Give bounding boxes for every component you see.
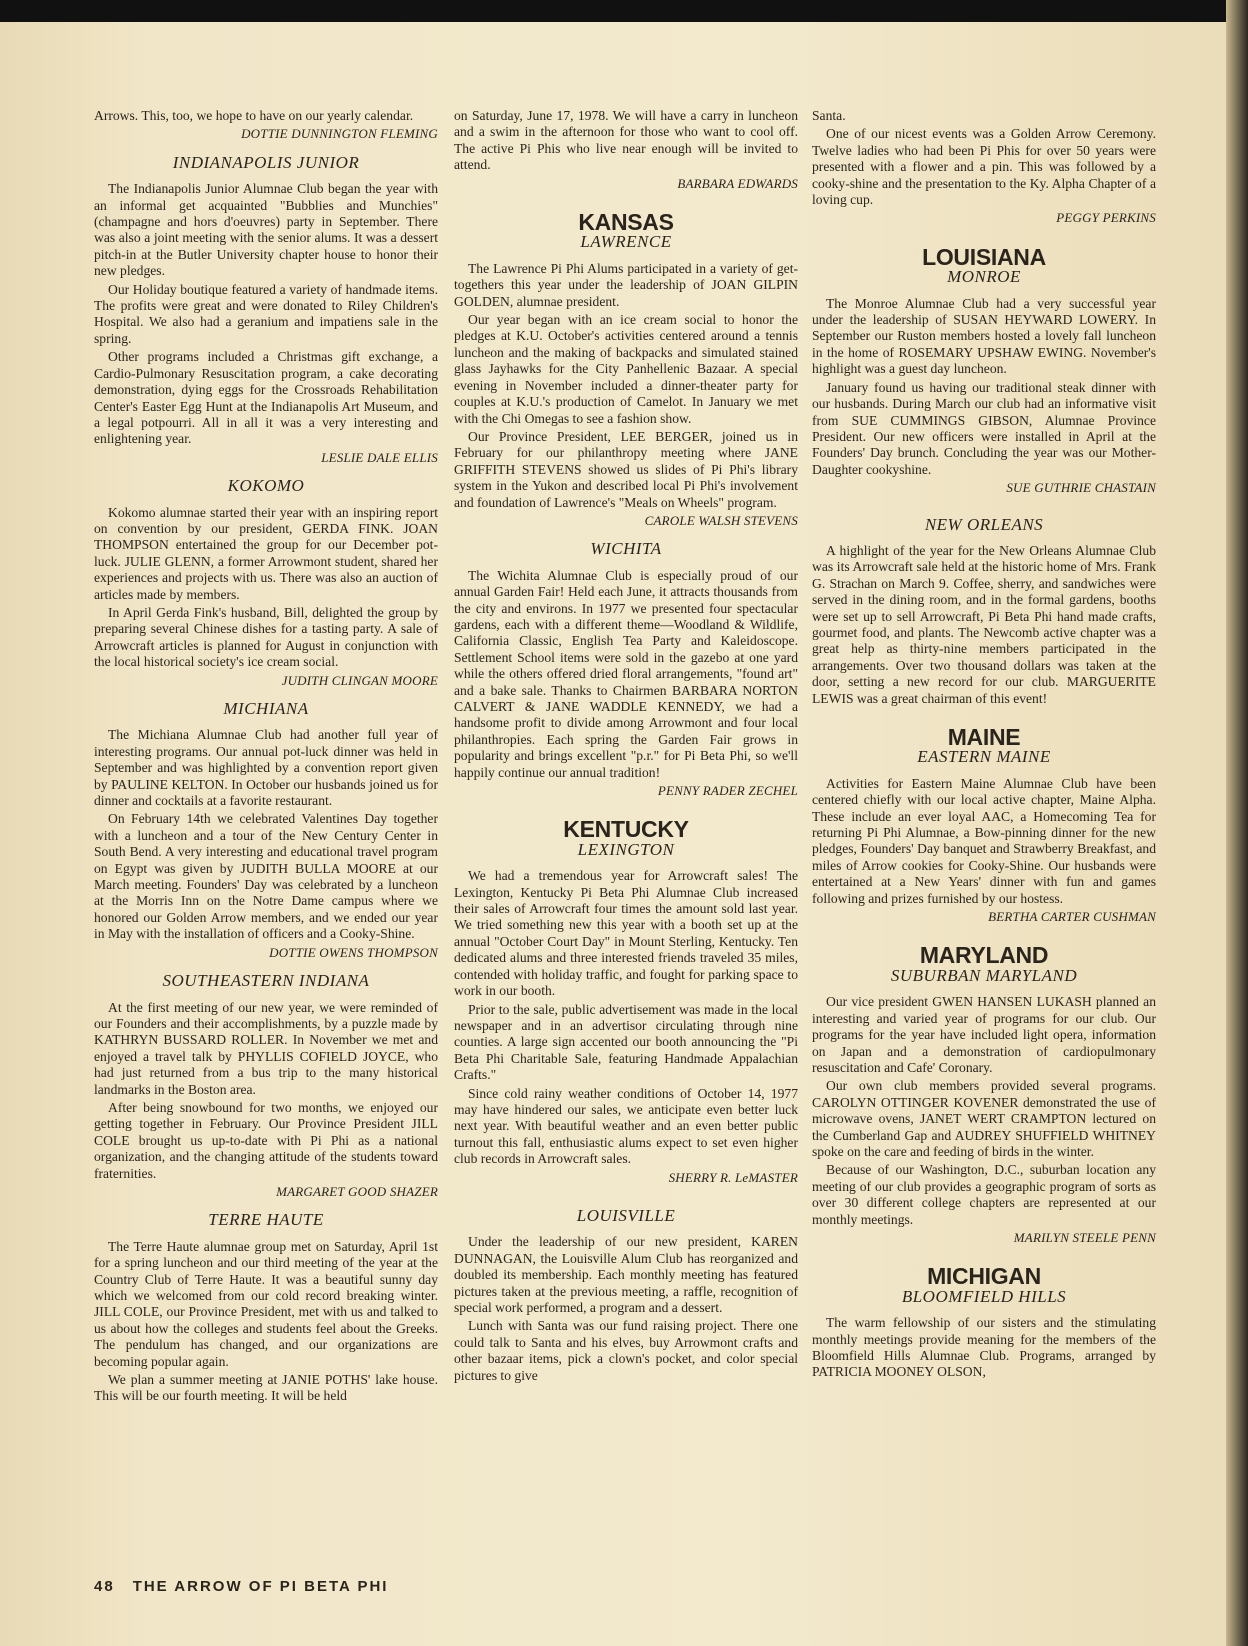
state-heading: MICHIGAN [927, 1263, 1041, 1290]
scan-right-edge [1226, 0, 1248, 1646]
paragraph: Our own club members provided several programs. CAROLYN OTTINGER KOVENER demonstrated the use of microwave ovens, JANET WERT CRAMPTON lectured on the Cumberland Gap and AUDREY SHUFFIELD WHITNEY spoke on the care and feeding of birds in the winter. [812, 1078, 1156, 1159]
paragraph: The Monroe Alumnae Club had a very successful year under the leadership of SUSAN HEYWARD LOWERY. In September our Ruston members hosted a lovely fall luncheon in the home of ROSEMARY UPSHAW EWING. November's highlight was a guest day luncheon. [812, 295, 1156, 377]
club-heading: SOUTHEASTERN INDIANA [162, 971, 370, 991]
signature: PENNY RADER ZECHEL [657, 783, 798, 799]
paragraph: The Terre Haute alumnae group met on Saturday, April 1st for a spring luncheon and our third meeting of the year at the Country Club of Terre Haute. It was a beautiful sunny day which we welcomed from our cold record breaking winter. JILL COLE, our Province President, met with us and talked to us about how the colleges and students feel about the Greeks. The pendulum has changed, and our organizations are becoming popular again. [94, 1238, 438, 1369]
page-footer [94, 1578, 406, 1595]
paragraph: We had a tremendous year for Arrowcraft sales! The Lexington, Kentucky Pi Beta Phi Alumnae Club increased their sales of Arrowcraft four times the amount sold last year. We tried something new this year with a booth set up at the annual "October Court Day" in Mount Sterling, Kentucky. Ten dedicated alums and three interested friends traveled 35 miles, contended with holiday traffic, and fought for parking space to work in our booth. [454, 868, 798, 999]
club-heading: LEXINGTON [577, 839, 675, 859]
column-right [812, 108, 1156, 1383]
paragraph: A highlight of the year for the New Orleans Alumnae Club was its Arrowcraft sale held at the historic home of Mrs. Frank G. Strachan on March 9. Coffee, sherry, and sandwiches were served in the dining room, and in the formal gardens, booths were set up to sell Arrowcraft, Pi Beta Phi hand made crafts, gourmet food, and plants. The Newcomb active chapter was a great help as thirty-nine members participated in the arrangements. Over two thousand dollars was taken at the door, setting a new record for our club. MARGUERITE LEWIS was a great chairman of this event! [812, 542, 1156, 706]
paragraph: The Indianapolis Junior Alumnae Club began the year with an informal get acquainted "Bubblies and Munchies" (champagne and hors d'oeuvres) party in September. There was also a joint meeting with the senior alums. It was a dessert pitch-in at the Butler University chapter house to honor their new pledges. [94, 181, 438, 279]
column-left [94, 108, 438, 1407]
paragraph: Our year began with an ice cream social to honor the pledges at K.U. October's activities centered around a tennis luncheon and the making of backpacks and simulated stained glass Jayhawks for the City Panhellenic Bazaar. A special evening in November included a dinner-theater party for couples at K.U.'s production of Camelot. In January we met with the Chi Omegas to see a fashion show. [454, 312, 798, 426]
signature: PEGGY PERKINS [1056, 210, 1156, 226]
page-number: 48 [94, 1578, 115, 1595]
paragraph: Other programs included a Christmas gift exchange, a Cardio-Pulmonary Resuscitation program, a cake decorating demonstration, dying eggs for the Crossroads Rehabilitation Center's Easter Egg Hunt at the Indianapolis Art Museum, and a legal potpourri. All in all it was a very interesting and enlightening year. [94, 349, 438, 447]
paragraph: After being snowbound for two months, we enjoyed our getting together in February. Our Province President JILL COLE brought us up-to-date with Pi Phi as a national organization, and the changing attitude of the students toward fraternities. [94, 1099, 438, 1181]
signature: DOTTIE DUNNINGTON FLEMING [241, 126, 438, 142]
club-heading: TERRE HAUTE [208, 1210, 324, 1230]
signature: CAROLE WALSH STEVENS [644, 512, 798, 528]
paragraph: Our Province President, LEE BERGER, joined us in February for our philanthropy meeting where JANE GRIFFITH STEVENS showed us slides of Pi Phi's library system in the Yukon and described local Pi Phi's involvement and foundation of Lawrence's "Meals on Wheels" program. [454, 428, 798, 510]
state-heading: KENTUCKY [563, 816, 689, 843]
paragraph: On February 14th we celebrated Valentines Day together with a luncheon and a tour of the New Century Center in South Bend. A very interesting and educational travel program on Egypt was given by JUDITH BULLA MOORE at our March meeting. Founders' Day was celebrated by a luncheon at the Morris Inn on the Notre Dame campus where we honored our Golden Arrow members, and we ended our year in May with the installation of officers and a Cooky-Shine. [94, 811, 438, 942]
paragraph: on Saturday, June 17, 1978. We will have a carry in luncheon and a swim in the afternoon for those who want to cool off. The active Pi Phis who live near enough will be invited to attend. [454, 108, 798, 173]
club-heading: MONROE [947, 267, 1021, 287]
paragraph: Arrows. This, too, we hope to have on our yearly calendar. [94, 108, 414, 123]
club-heading: KOKOMO [227, 476, 305, 496]
paragraph: Our vice president GWEN HANSEN LUKASH planned an interesting and varied year of programs for our club. Our programs for the year have included light opera, information on Japan and a demonstration of cardiopulmonary resuscitation and Cafe' Coronary. [812, 994, 1156, 1075]
paragraph: Because of our Washington, D.C., suburban location any meeting of our club provides a geographic program of sorts as over 30 different college chapters are represented at our monthly meetings. [812, 1162, 1156, 1227]
paragraph: Kokomo alumnae started their year with an inspiring report on convention by our president, GERDA FINK. JOAN THOMPSON entertained the group for our December pot-luck. JULIE GLENN, a former Arrowmont student, shared her experiences and projects with us. There was also an auction of articles made by members. [94, 504, 438, 602]
signature: MARGARET GOOD SHAZER [276, 1183, 438, 1199]
state-heading: MAINE [947, 724, 1021, 750]
signature: JUDITH CLINGAN MOORE [281, 672, 438, 688]
paragraph: The Lawrence Pi Phi Alums participated in a variety of get-togethers this year under the leadership of JOAN GILPIN GOLDEN, alumnae president. [454, 260, 798, 309]
signature: SHERRY R. LeMASTER [668, 1169, 798, 1185]
paragraph: We plan a summer meeting at JANIE POTHS' lake house. This will be our fourth meeting. It will be held [94, 1372, 438, 1404]
signature: LESLIE DALE ELLIS [321, 449, 438, 465]
paragraph: One of our nicest events was a Golden Arrow Ceremony. Twelve ladies who had been Pi Phis for over 50 years were presented with a flower and a pin. This was followed by a cooky-shine and the presentation to the Ky. Alpha Chapter of a loving cup. [812, 126, 1156, 208]
paragraph: The warm fellowship of our sisters and the stimulating monthly meetings provide meaning for the members of the Bloomfield Hills Alumnae Club. Programs, arranged by PATRICIA MOONEY OLSON, [812, 1315, 1156, 1380]
paragraph: Prior to the sale, public advertisement was made in the local newspaper and in an advertisor circulating through nine counties. A large sign accented our booth announcing the "Pi Beta Phi Charitable Sale, featuring Handmade Appalachian Crafts." [454, 1001, 798, 1083]
paragraph: Lunch with Santa was our fund raising project. There one could talk to Santa and his elves, buy Arrowmont crafts and other bazaar items, pick a clown's pocket, and color special pictures to give [454, 1318, 798, 1383]
state-heading: LOUISIANA [922, 243, 1046, 270]
paragraph: Activities for Eastern Maine Alumnae Club have been centered chiefly with our local active chapter, Maine Alpha. These include an ever loyal AAC, a Homecoming Tea for returning Pi Phi Alumnae, a Bow-pinning dinner for the new pledges, Founders' Day banquet and Strawberry Breakfast, and miles of Arrow cookies for Cooky-Shine. Our husbands were entertained at a New Years' dinner with fun and games following and prizes furnished by our hostess. [812, 775, 1156, 906]
club-heading: NEW ORLEANS [924, 514, 1044, 534]
paragraph: Santa. [812, 108, 846, 123]
club-heading: WICHITA [590, 539, 662, 559]
state-heading: MARYLAND [919, 942, 1049, 969]
state-heading: KANSAS [578, 209, 674, 236]
signature: SUE GUTHRIE CHASTAIN [1006, 480, 1156, 496]
signature: MARILYN STEELE PENN [1013, 1229, 1156, 1245]
paragraph: At the first meeting of our new year, we were reminded of our Founders and their accomplishments, by a puzzle made by KATHRYN BUSSARD ROLLER. In November we met and enjoyed a travel talk by PHYLLIS COFIELD JOYCE, who had just returned from a bus trip to the many historical landmarks in the Boston area. [94, 999, 438, 1097]
club-heading: MICHIANA [223, 699, 309, 718]
paragraph: The Wichita Alumnae Club is especially proud of our annual Garden Fair! Held each June, it attracts thousands from the city and environs. In 1977 we presented four spectacular gardens, each with a different theme—Woodland & Wildlife, California Classic, English Tea Party and Kaleidoscope. Settlement School items were sold in the gazebo at one yard while the others offered dried floral arrangements, "found art" and a bake sale. Thanks to Chairmen BARBARA NORTON CALVERT & JANE WADDLE KENNEDY, we had a handsome profit to divide among Arrowmont and four local philanthropies. Each spring the Garden Fair grows in popularity and brings excellent "p.r." for Pi Beta Phi, so we'll happily continue our annual tradition! [454, 567, 798, 780]
paragraph: Our Holiday boutique featured a variety of handmade items. The profits were great and were donated to Riley Children's Hospital. We also had a geranium and impatiens sale in the spring. [94, 281, 438, 346]
signature: BARBARA EDWARDS [677, 175, 798, 191]
signature: DOTTIE OWENS THOMPSON [269, 944, 438, 960]
paragraph: Since cold rainy weather conditions of October 14, 1977 may have hindered our sales, we anticipate even better luck next year. With beautiful weather and an even better public turnout this fall, enthusiastic alums expect to set even higher club records in Arrowcraft sales. [454, 1085, 798, 1167]
paragraph: Under the leadership of our new president, KAREN DUNNAGAN, the Louisville Alum Club has reorganized and doubled its membership. Each monthly meeting has featured pictures taken at the previous meeting, a raffle, recognition of special work performed, a program and a dessert. [454, 1234, 798, 1315]
club-heading: BLOOMFIELD HILLS [901, 1286, 1067, 1306]
club-heading: LAWRENCE [580, 232, 672, 252]
paragraph: January found us having our traditional steak dinner with our husbands. During March our club had an informative visit from SUE CUMMINGS GIBSON, Alumnae Province President. Our new officers were installed in April at the Founders' Day brunch. Concluding the year was our Mother-Daughter cookyshine. [812, 379, 1156, 477]
club-heading: INDIANAPOLIS JUNIOR [172, 152, 360, 172]
club-heading: LOUISVILLE [576, 1205, 676, 1225]
column-middle [454, 108, 798, 1386]
club-heading: SUBURBAN MARYLAND [890, 965, 1078, 985]
scan-top-edge [0, 0, 1248, 22]
club-heading: EASTERN MAINE [917, 747, 1051, 767]
paragraph: The Michiana Alumnae Club had another full year of interesting programs. Our annual pot-luck dinner was held in September and was highlighted by a convention report given by PAULINE KELTON. In October our husbands joined us for dinner and cocktails at a favorite restaurant. [94, 727, 438, 809]
paragraph: In April Gerda Fink's husband, Bill, delighted the group by preparing several Chinese dishes for a tasting party. A sale of Arrowcraft articles is planned for August in conjunction with the local historical society's ice cream social. [94, 604, 438, 670]
signature: BERTHA CARTER CUSHMAN [988, 909, 1156, 925]
publication-title: THE ARROW OF PI BETA PHI [132, 1578, 389, 1595]
